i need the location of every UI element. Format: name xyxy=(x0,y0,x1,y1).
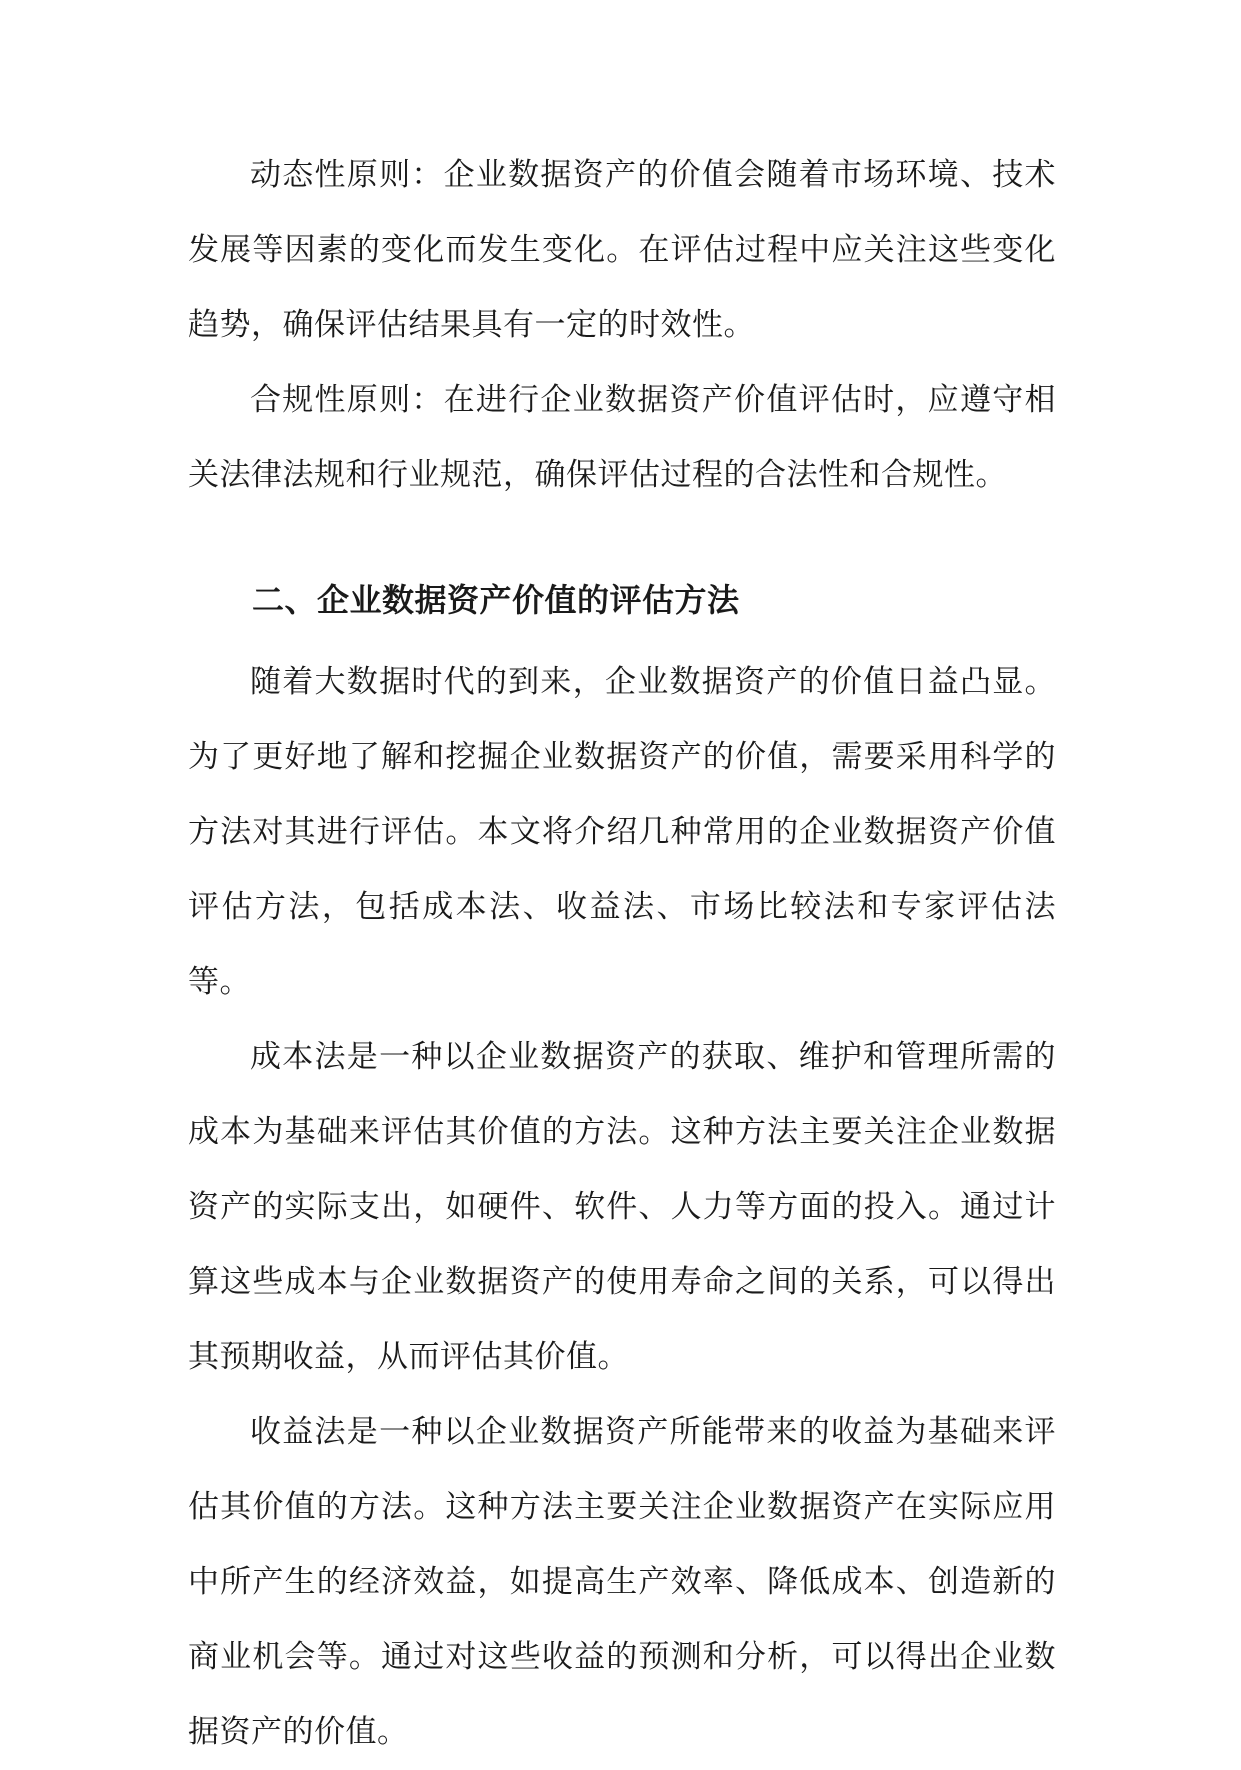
paragraph-compliance-principle: 合规性原则：在进行企业数据资产价值评估时，应遵守相关法律法规和行业规范，确保评估过程的合法性和合规性。 xyxy=(188,382,1056,493)
paragraph-intro: 随着大数据时代的到来，企业数据资产的价值日益凸显。为了更好地了解和挖掘企业数据资产的价值，需要采用科学的方法对其进行评估。本文将介绍几种常用的企业数据资产价值评估方法，包括成本法、收益法、市场比较法和专家评估法等。 xyxy=(188,664,1056,1000)
paragraph-income-method: 收益法是一种以企业数据资产所能带来的收益为基础来评估其价值的方法。这种方法主要关注企业数据资产在实际应用中所产生的经济效益，如提高生产效率、降低成本、创造新的商业机会等。通过对这些收益的预测和分析，可以得出企业数据资产的价值。 xyxy=(188,1414,1056,1750)
principles-section xyxy=(188,138,1056,513)
document-page xyxy=(188,138,1056,1770)
methods-section xyxy=(188,575,1056,1770)
paragraph-dynamic-principle: 动态性原则：企业数据资产的价值会随着市场环境、技术发展等因素的变化而发生变化。在评估过程中应关注这些变化趋势，确保评估结果具有一定的时效性。 xyxy=(188,157,1056,343)
section-heading: 二、企业数据资产价值的评估方法 xyxy=(252,581,740,619)
paragraph-cost-method: 成本法是一种以企业数据资产的获取、维护和管理所需的成本为基础来评估其价值的方法。这种方法主要关注企业数据资产的实际支出，如硬件、软件、人力等方面的投入。通过计算这些成本与企业数据资产的使用寿命之间的关系，可以得出其预期收益，从而评估其价值。 xyxy=(188,1039,1056,1375)
